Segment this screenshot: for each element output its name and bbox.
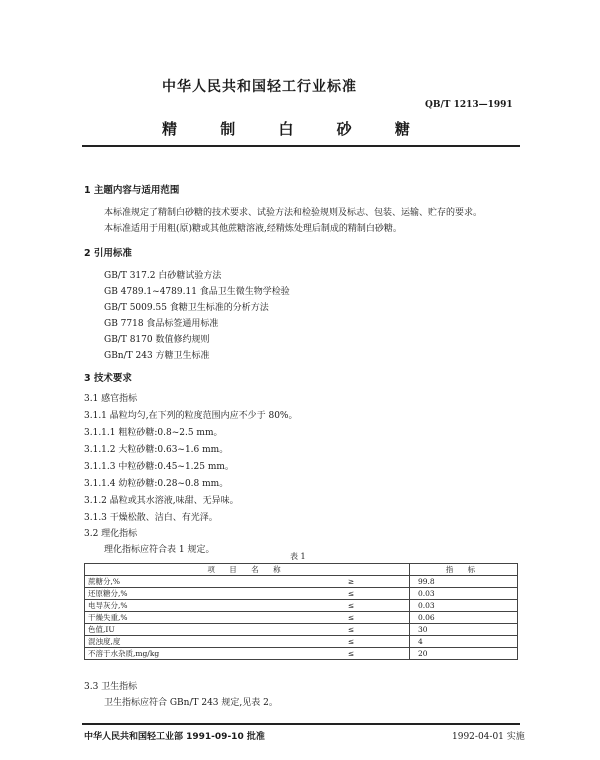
document-title: 精 制 白 砂 糖	[162, 120, 424, 138]
section-3-heading: 3 技术要求	[84, 373, 132, 384]
comparison-operator: ≤	[293, 648, 410, 660]
table-row	[85, 588, 518, 600]
reference-item: GB 4789.1~4789.11 食品卫生微生物学检验	[104, 287, 290, 297]
item-name: 电导灰分,%	[85, 600, 294, 612]
reference-item: GBn/T 243 方糖卫生标准	[104, 351, 210, 361]
footer-divider	[82, 723, 520, 725]
clause-line: 3.1.1.2 大粒砂糖:0.63~1.6 mm。	[84, 445, 229, 455]
section-3-3-text: 卫生指标应符合 GBn/T 243 规定,见表 2。	[104, 698, 278, 708]
comparison-operator: ≤	[293, 600, 410, 612]
item-value: 0.03	[410, 588, 518, 600]
table-row	[85, 600, 518, 612]
item-value: 20	[410, 648, 518, 660]
standard-number: QB/T 1213—1991	[425, 100, 513, 110]
item-value: 4	[410, 636, 518, 648]
comparison-operator: ≤	[293, 588, 410, 600]
effective-date: 1992-04-01 实施	[452, 732, 525, 742]
header-divider	[82, 145, 520, 147]
item-name: 混浊度,度	[85, 636, 294, 648]
clause-line: 3.1 感官指标	[84, 394, 138, 404]
table-row	[85, 624, 518, 636]
comparison-operator: ≤	[293, 612, 410, 624]
clause-line: 3.1.1.1 粗粒砂糖:0.8~2.5 mm。	[84, 428, 223, 438]
column-header-value: 指 标	[410, 564, 518, 576]
item-value: 0.06	[410, 612, 518, 624]
item-name: 干燥失重,%	[85, 612, 294, 624]
table-1	[84, 563, 518, 660]
reference-item: GB/T 8170 数值修约规则	[104, 335, 210, 345]
table-row	[85, 636, 518, 648]
item-value: 30	[410, 624, 518, 636]
item-name: 蔗糖分,%	[85, 576, 294, 588]
reference-item: GB/T 5009.55 食糖卫生标准的分析方法	[104, 303, 269, 313]
section-3-3-heading: 3.3 卫生指标	[84, 682, 138, 692]
item-value: 99.8	[410, 576, 518, 588]
clause-line: 3.1.3 干燥松散、洁白、有光泽。	[84, 513, 218, 523]
org-title: 中华人民共和国轻工行业标准	[162, 79, 357, 95]
table-intro: 理化指标应符合表 1 规定。	[104, 545, 215, 555]
comparison-operator: ≤	[293, 624, 410, 636]
item-name: 还原糖分,%	[85, 588, 294, 600]
section-2-heading: 2 引用标准	[84, 248, 132, 259]
table-row	[85, 576, 518, 588]
clause-line: 3.1.2 晶粒或其水溶液,味甜、无异味。	[84, 496, 239, 506]
clause-line: 3.1.1.4 幼粒砂糖:0.28~0.8 mm。	[84, 479, 229, 489]
reference-item: GB 7718 食品标签通用标准	[104, 319, 219, 329]
clause-line: 3.1.1 晶粒均匀,在下列的粒度范围内应不少于 80%。	[84, 411, 298, 421]
clause-line: 3.2 理化指标	[84, 529, 138, 539]
comparison-operator: ≤	[293, 636, 410, 648]
clause-line: 3.1.1.3 中粒砂糖:0.45~1.25 mm。	[84, 462, 234, 472]
item-name: 色值,IU	[85, 624, 294, 636]
section-1-paragraph-1: 本标准规定了精制白砂糖的技术要求、试验方法和检验规则及标志、包装、运输、贮存的要求。	[104, 208, 483, 218]
table-caption: 表 1	[290, 552, 306, 561]
table-row	[85, 612, 518, 624]
table-header-row	[85, 564, 518, 576]
section-1-heading: 1 主题内容与适用范围	[84, 185, 180, 196]
item-name: 不溶于水杂质,mg/kg	[85, 648, 294, 660]
comparison-operator: ≥	[293, 576, 410, 588]
column-header-name: 项 目 名 称	[85, 564, 410, 576]
table-row	[85, 648, 518, 660]
approval-line: 中华人民共和国轻工业部 1991-09-10 批准	[84, 732, 265, 742]
section-1-paragraph-2: 本标准适用于用粗(原)糖或其他蔗糖溶液,经精炼处理后制成的精制白砂糖。	[104, 224, 402, 234]
reference-item: GB/T 317.2 白砂糖试验方法	[104, 271, 222, 281]
item-value: 0.03	[410, 600, 518, 612]
